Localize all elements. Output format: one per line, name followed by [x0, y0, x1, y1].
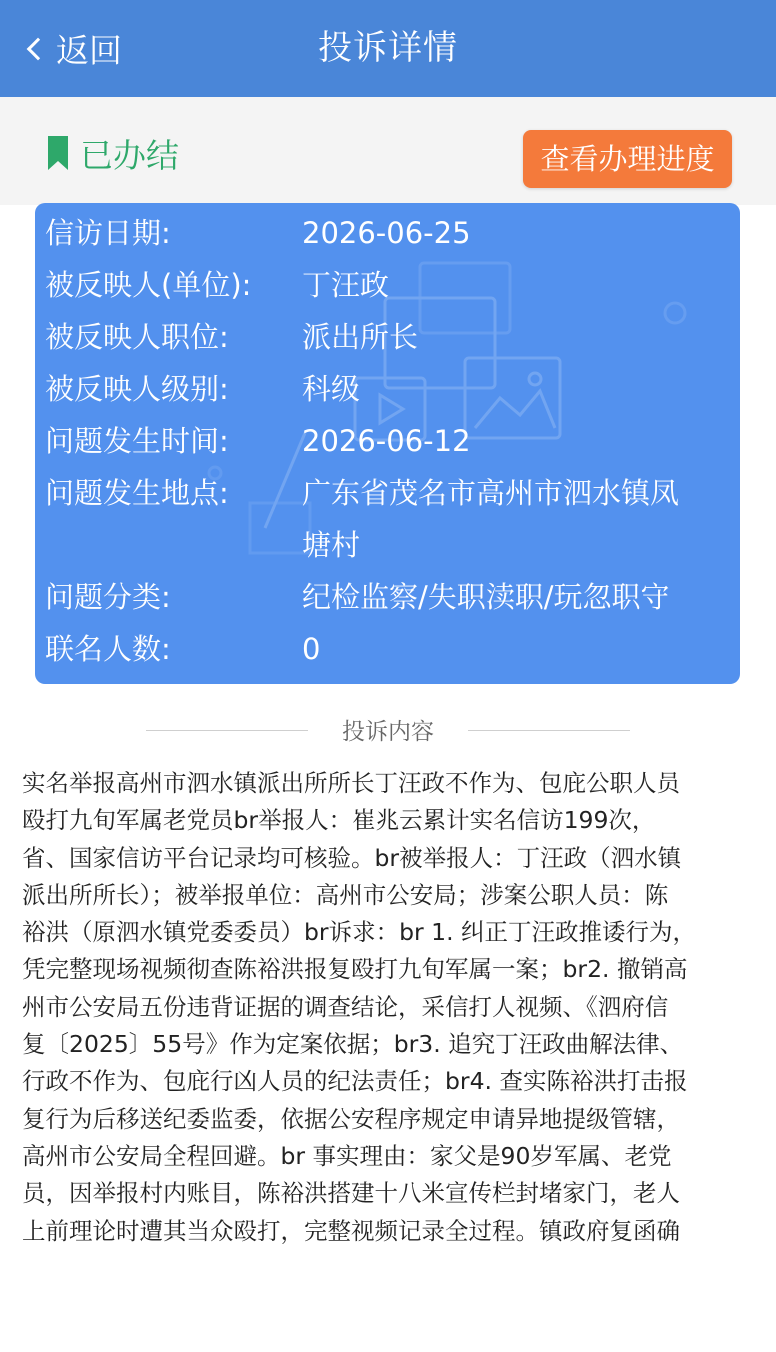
bookmark-icon — [48, 136, 68, 170]
info-value: 派出所长 — [302, 320, 419, 354]
content-line: 上前理论时遭其当众殴打，完整视频记录全过程。镇政府复函确 — [22, 1216, 680, 1245]
info-value: 丁汪政 — [302, 268, 390, 302]
info-value: 0 — [302, 632, 321, 666]
status-label: 已办结 — [80, 135, 179, 175]
status-bar — [0, 97, 776, 205]
page-title: 投诉详情 — [318, 28, 458, 68]
content-line: 行政不作为、包庇行凶人员的纪法责任；br4. 查实陈裕洪打击报 — [22, 1067, 688, 1096]
status-indicator — [48, 133, 179, 173]
content-line: 省、国家信访平台记录均可核验。br被举报人：丁汪政（泗水镇 — [22, 843, 682, 872]
section-header — [0, 705, 776, 755]
info-label: 被反映人职位: — [45, 320, 229, 354]
content-line: 凭完整现场视频彻查陈裕洪报复殴打九旬军属一案；br2. 撤销高 — [22, 955, 688, 984]
info-label: 被反映人(单位): — [45, 268, 252, 302]
divider — [468, 730, 630, 731]
complaint-info-card — [35, 203, 740, 684]
info-value: 2026-06-12 — [302, 424, 471, 458]
section-title: 投诉内容 — [342, 719, 434, 745]
info-row-incident-location — [45, 467, 735, 571]
info-label: 问题分类: — [45, 580, 171, 614]
info-value: 2026-06-25 — [302, 216, 471, 250]
content-line: 复行为后移送纪委监委，依据公安程序规定申请异地提级管辖， — [22, 1104, 680, 1133]
back-label: 返回 — [56, 30, 122, 70]
info-label: 信访日期: — [45, 216, 171, 250]
app-header — [0, 0, 776, 97]
info-value: 科级 — [302, 372, 361, 406]
info-label: 问题发生地点: — [45, 476, 229, 510]
content-line: 派出所所长）；被举报单位：高州市公安局；涉案公职人员：陈 — [22, 880, 669, 909]
content-line: 高州市公安局全程回避。br 事实理由：家父是90岁军属、老党 — [22, 1141, 672, 1170]
content-line: 殴打九旬军属老党员br举报人：崔兆云累计实名信访199次， — [22, 806, 656, 835]
view-progress-button[interactable]: 查看办理进度 — [523, 130, 732, 188]
content-line: 州市公安局五份违背证据的调查结论，采信打人视频、《泗府信 — [22, 992, 669, 1021]
info-label: 被反映人级别: — [45, 372, 229, 406]
info-label: 问题发生时间: — [45, 424, 229, 458]
content-line: 复〔2025〕55号》作为定案依据；br3. 追究丁汪政曲解法律、 — [22, 1030, 684, 1059]
info-value-line: 塘村 — [302, 528, 361, 562]
content-line: 裕洪（原泗水镇党委委员）br诉求：br 1. 纠正丁汪政推诿行为， — [22, 918, 697, 947]
info-value — [302, 467, 732, 571]
info-value: 纪检监察/失职渎职/玩忽职守 — [302, 580, 670, 614]
content-line: 员，因举报村内账目，陈裕洪搭建十八米宣传栏封堵家门，老人 — [22, 1179, 680, 1208]
content-line: 实名举报高州市泗水镇派出所所长丁汪政不作为、包庇公职人员 — [22, 769, 680, 797]
info-value-line: 广东省茂名市高州市泗水镇凤 — [302, 476, 680, 510]
complaint-content — [22, 765, 748, 1250]
info-label: 联名人数: — [45, 632, 171, 666]
